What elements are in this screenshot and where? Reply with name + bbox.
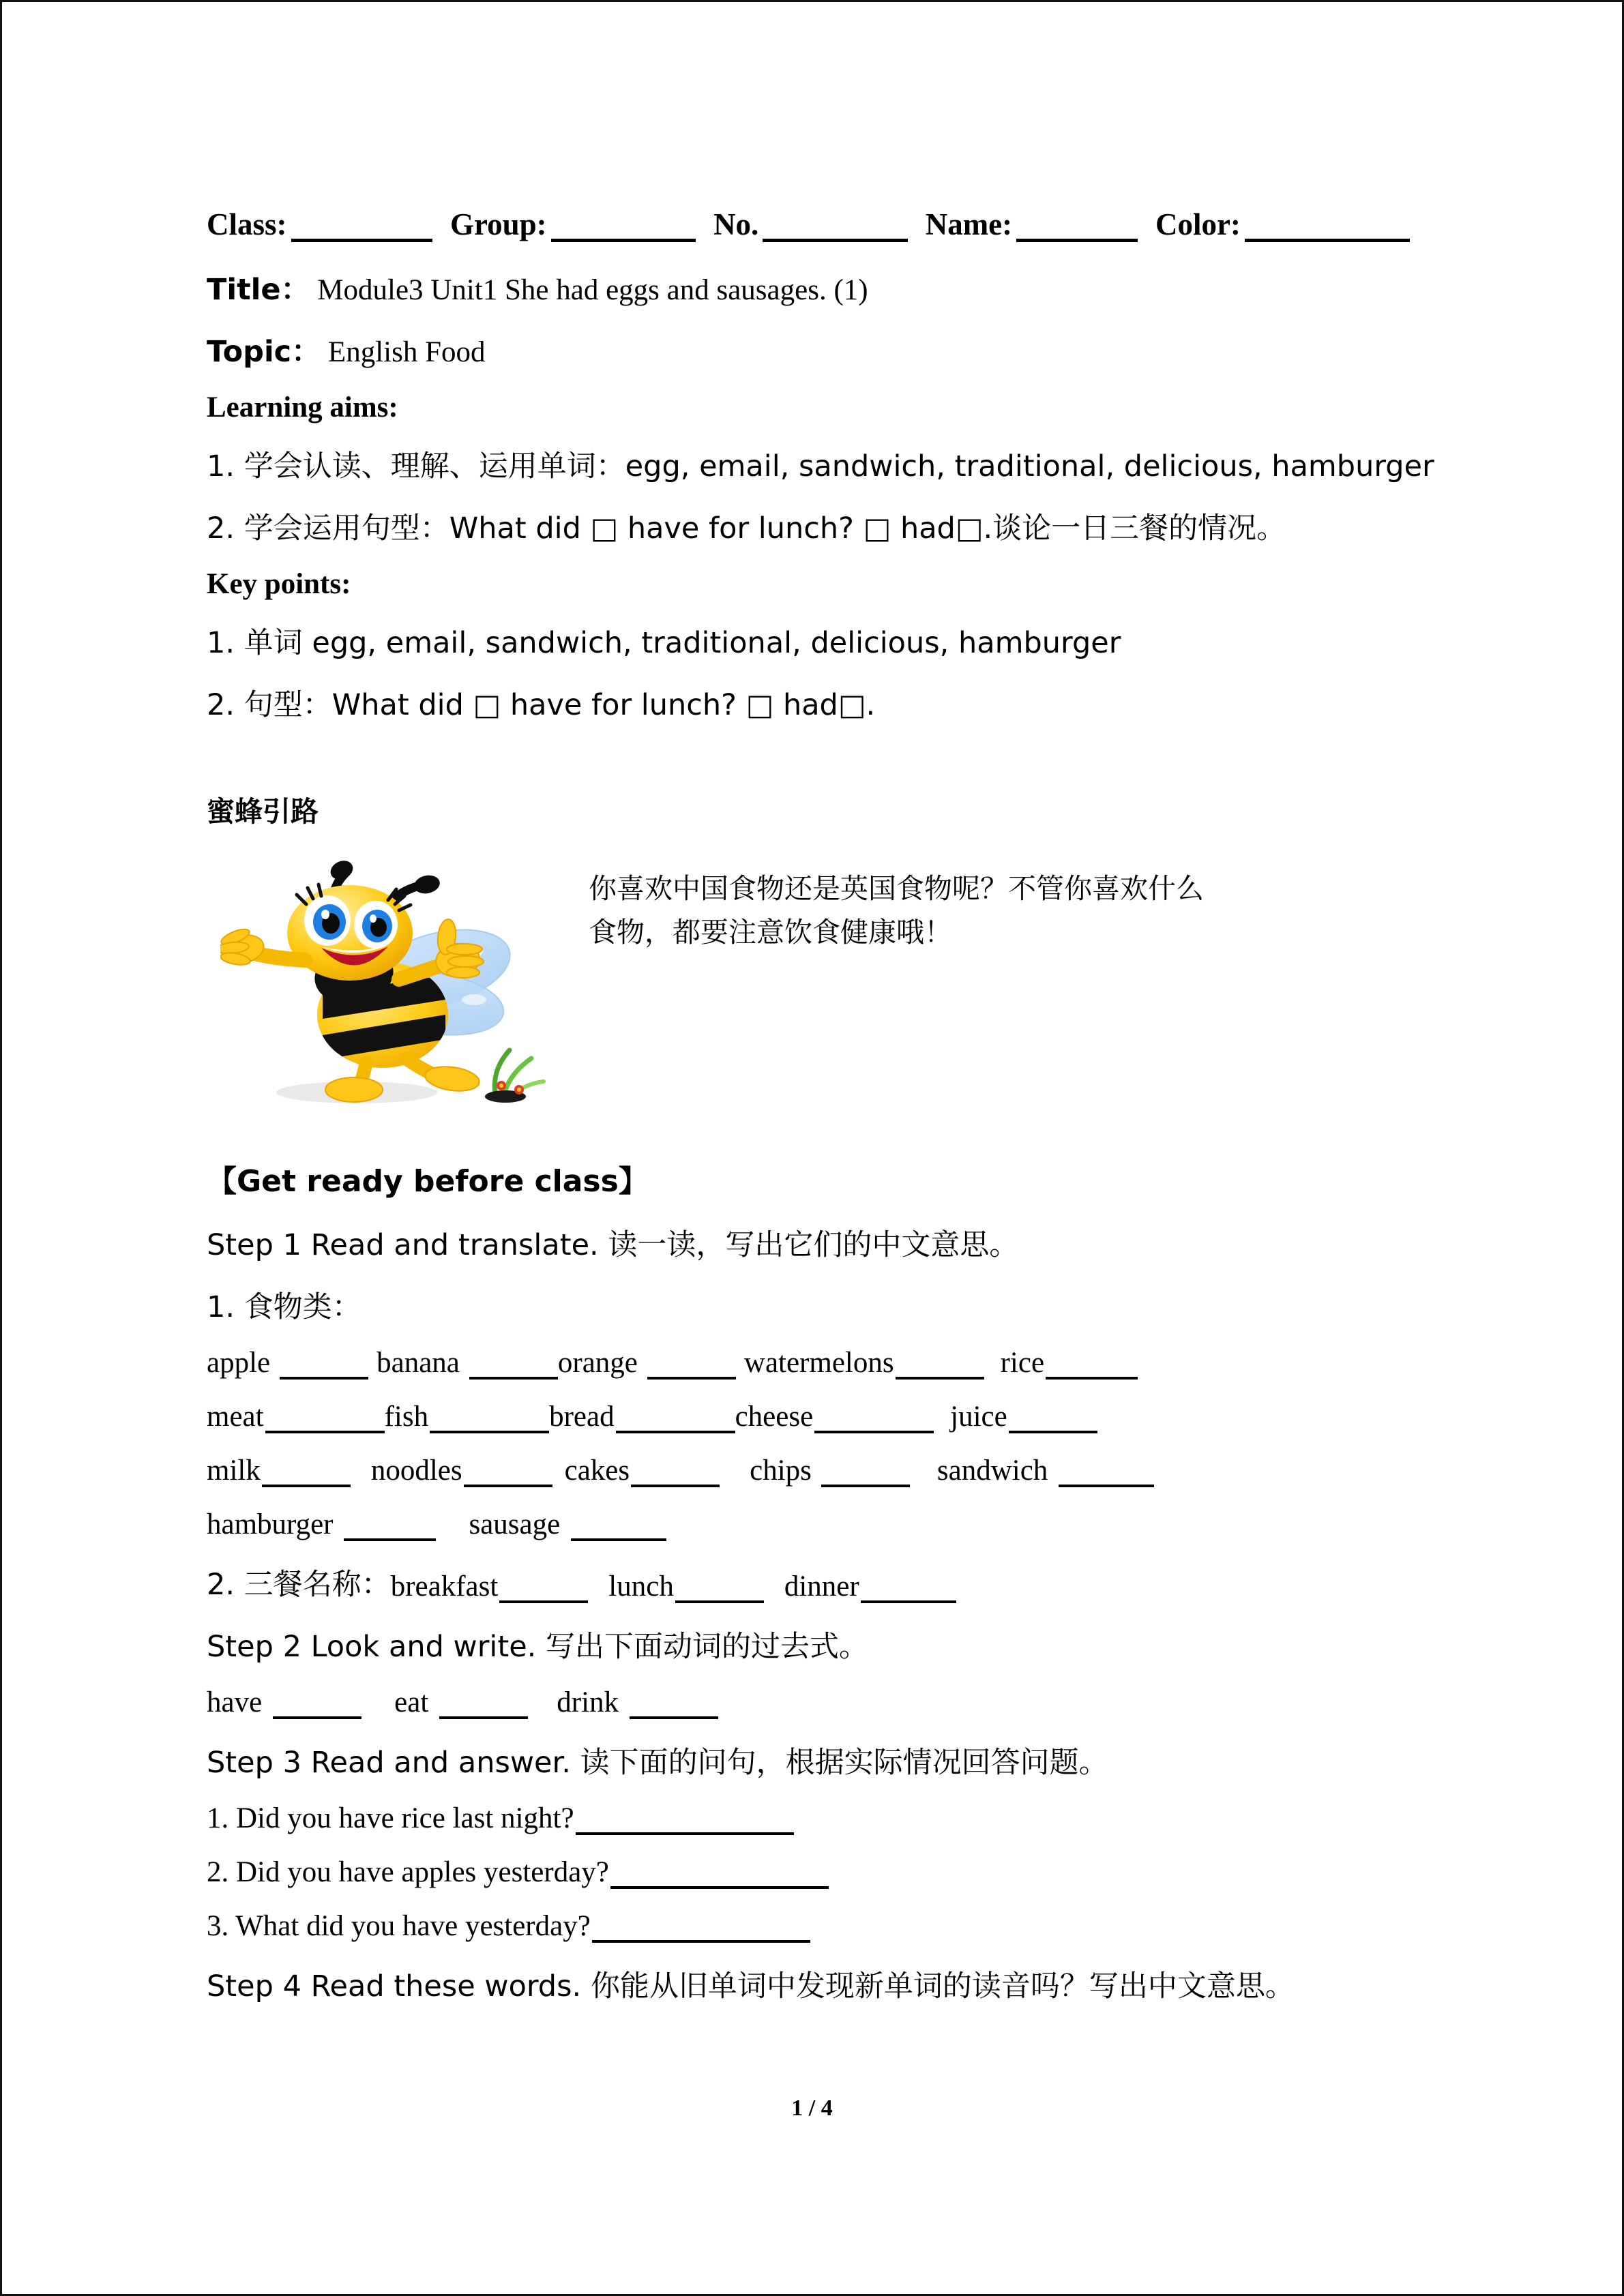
vocab-blank[interactable] xyxy=(1009,1407,1097,1433)
meals-label: 2. 三餐名称： xyxy=(207,1568,391,1602)
vocab-row xyxy=(207,1508,1428,1541)
meal-word: breakfast xyxy=(390,1570,499,1602)
vocab-word: meat xyxy=(207,1401,264,1433)
title-line xyxy=(207,267,1428,308)
get-ready-heading: 【Get ready before class】 xyxy=(207,1164,649,1199)
vocab-word: apple xyxy=(207,1347,271,1379)
vocab-blank[interactable] xyxy=(430,1407,549,1433)
title-label: Title： xyxy=(207,273,310,307)
verb-word: eat xyxy=(394,1686,429,1718)
step-1-sub-1-label: 1. 食物类： xyxy=(207,1290,361,1324)
vocab-word: sandwich xyxy=(936,1455,1048,1487)
verb-blank[interactable] xyxy=(439,1693,528,1719)
vocab-blank[interactable] xyxy=(631,1461,720,1487)
verb-word: drink xyxy=(557,1686,619,1718)
vocab-blank[interactable] xyxy=(896,1354,984,1380)
no-blank[interactable] xyxy=(763,213,907,242)
vocab-blank[interactable] xyxy=(647,1354,736,1380)
vocab-row xyxy=(207,1346,1428,1380)
class-label: Class: xyxy=(207,207,287,241)
verb-blank[interactable] xyxy=(630,1693,718,1719)
vocab-word: cheese xyxy=(735,1401,814,1433)
vocab-word: rice xyxy=(1000,1347,1045,1379)
answer-blank[interactable] xyxy=(592,1917,810,1943)
question-row xyxy=(207,1802,1428,1835)
verbs-row xyxy=(207,1686,1428,1719)
vocab-word: noodles xyxy=(370,1455,462,1487)
meal-word: dinner xyxy=(784,1570,859,1602)
vocab-blank[interactable] xyxy=(821,1461,910,1487)
vocab-blank[interactable] xyxy=(571,1515,666,1541)
group-blank[interactable] xyxy=(551,213,696,242)
vocab-blank[interactable] xyxy=(464,1461,552,1487)
vocab-word: chips xyxy=(750,1455,812,1487)
topic-value: English Food xyxy=(327,336,486,368)
bee-speech-text xyxy=(589,867,1387,954)
meal-blank[interactable] xyxy=(675,1577,764,1603)
step-3-instruction: Step 3 Read and answer. 读下面的问句，根据实际情况回答问题。 xyxy=(207,1746,1108,1780)
step-2-instruction: Step 2 Look and write. 写出下面动词的过去式。 xyxy=(207,1630,868,1664)
page-number: 1 / 4 xyxy=(791,2096,833,2121)
question-text: 2. Did you have apples yesterday? xyxy=(207,1856,609,1888)
name-label: Name: xyxy=(925,207,1013,241)
group-label: Group: xyxy=(449,207,547,241)
student-info-header xyxy=(207,207,1428,242)
topic-line xyxy=(207,329,1428,370)
vocab-blank[interactable] xyxy=(469,1354,558,1380)
vocab-blank[interactable] xyxy=(1059,1461,1154,1487)
verb-word: have xyxy=(207,1686,263,1718)
key-point-2: 2. 句型：What did □ have for lunch? □ had□. xyxy=(207,688,876,722)
vocab-blank[interactable] xyxy=(344,1515,436,1541)
vocab-row xyxy=(207,1400,1428,1433)
vocab-blank[interactable] xyxy=(814,1407,934,1433)
name-blank[interactable] xyxy=(1016,213,1138,242)
verb-blank[interactable] xyxy=(273,1693,361,1719)
meal-word: lunch xyxy=(608,1570,674,1602)
vocab-word: bread xyxy=(549,1401,615,1433)
vocab-word: watermelons xyxy=(743,1347,894,1379)
vocab-blank[interactable] xyxy=(616,1407,735,1433)
answer-blank[interactable] xyxy=(610,1863,829,1889)
question-row xyxy=(207,1855,1428,1889)
class-blank[interactable] xyxy=(291,213,432,242)
bee-speech-line-2: 食物，都要注意饮食健康哦！ xyxy=(589,915,952,949)
meals-row xyxy=(207,1562,1428,1603)
vocab-word: juice xyxy=(950,1401,1007,1433)
bee-speech-line-1: 你喜欢中国食物还是英国食物呢？不管你喜欢什么 xyxy=(589,872,1204,905)
title-value: Module3 Unit1 She had eggs and sausages. (1) xyxy=(317,274,868,306)
question-row xyxy=(207,1909,1428,1943)
page-footer xyxy=(2,2096,1622,2121)
step-4-instruction: Step 4 Read these words. 你能从旧单词中发现新单词的读音吗？写出中文意思。 xyxy=(207,1969,1295,2003)
topic-label: Topic： xyxy=(207,335,321,369)
meal-blank[interactable] xyxy=(499,1577,588,1603)
vocab-blank[interactable] xyxy=(1046,1354,1138,1380)
learning-aim-2: 2. 学会运用句型：What did □ have for lunch? □ had□.谈论一日三餐的情况。 xyxy=(207,511,1286,546)
vocab-word: hamburger xyxy=(207,1508,334,1540)
vocab-blank[interactable] xyxy=(280,1354,368,1380)
vocab-row xyxy=(207,1454,1428,1487)
vocab-word: cakes xyxy=(564,1455,630,1487)
vocab-blank[interactable] xyxy=(262,1461,351,1487)
vocab-word: orange xyxy=(557,1347,638,1379)
question-text: 3. What did you have yesterday? xyxy=(207,1910,591,1942)
no-label: No. xyxy=(713,207,759,241)
vocab-word: banana xyxy=(377,1347,460,1379)
page-content xyxy=(207,207,1434,2025)
vocab-word: sausage xyxy=(469,1508,561,1540)
bee-block xyxy=(207,839,1428,1112)
color-blank[interactable] xyxy=(1245,213,1410,242)
step-1-instruction: Step 1 Read and translate. 读一读，写出它们的中文意思。 xyxy=(207,1228,1019,1262)
meal-blank[interactable] xyxy=(861,1577,956,1603)
key-point-1: 1. 单词 egg, email, sandwich, traditional, delicious, hamburger xyxy=(207,626,1121,660)
vocab-blank[interactable] xyxy=(265,1407,385,1433)
bee-section-title: 蜜蜂引路 xyxy=(207,795,319,828)
learning-aim-1: 1. 学会认读、理解、运用单词：egg, email, sandwich, traditional, delicious, hamburger xyxy=(207,449,1434,483)
question-text: 1. Did you have rice last night? xyxy=(207,1802,574,1834)
key-points-heading: Key points: xyxy=(207,568,351,600)
learning-aims-heading: Learning aims: xyxy=(207,391,398,423)
vocab-word: fish xyxy=(384,1401,429,1433)
color-label: Color: xyxy=(1155,207,1241,241)
bee-illustration-icon xyxy=(220,846,548,1112)
vocab-word: milk xyxy=(207,1455,261,1487)
answer-blank[interactable] xyxy=(576,1809,794,1835)
